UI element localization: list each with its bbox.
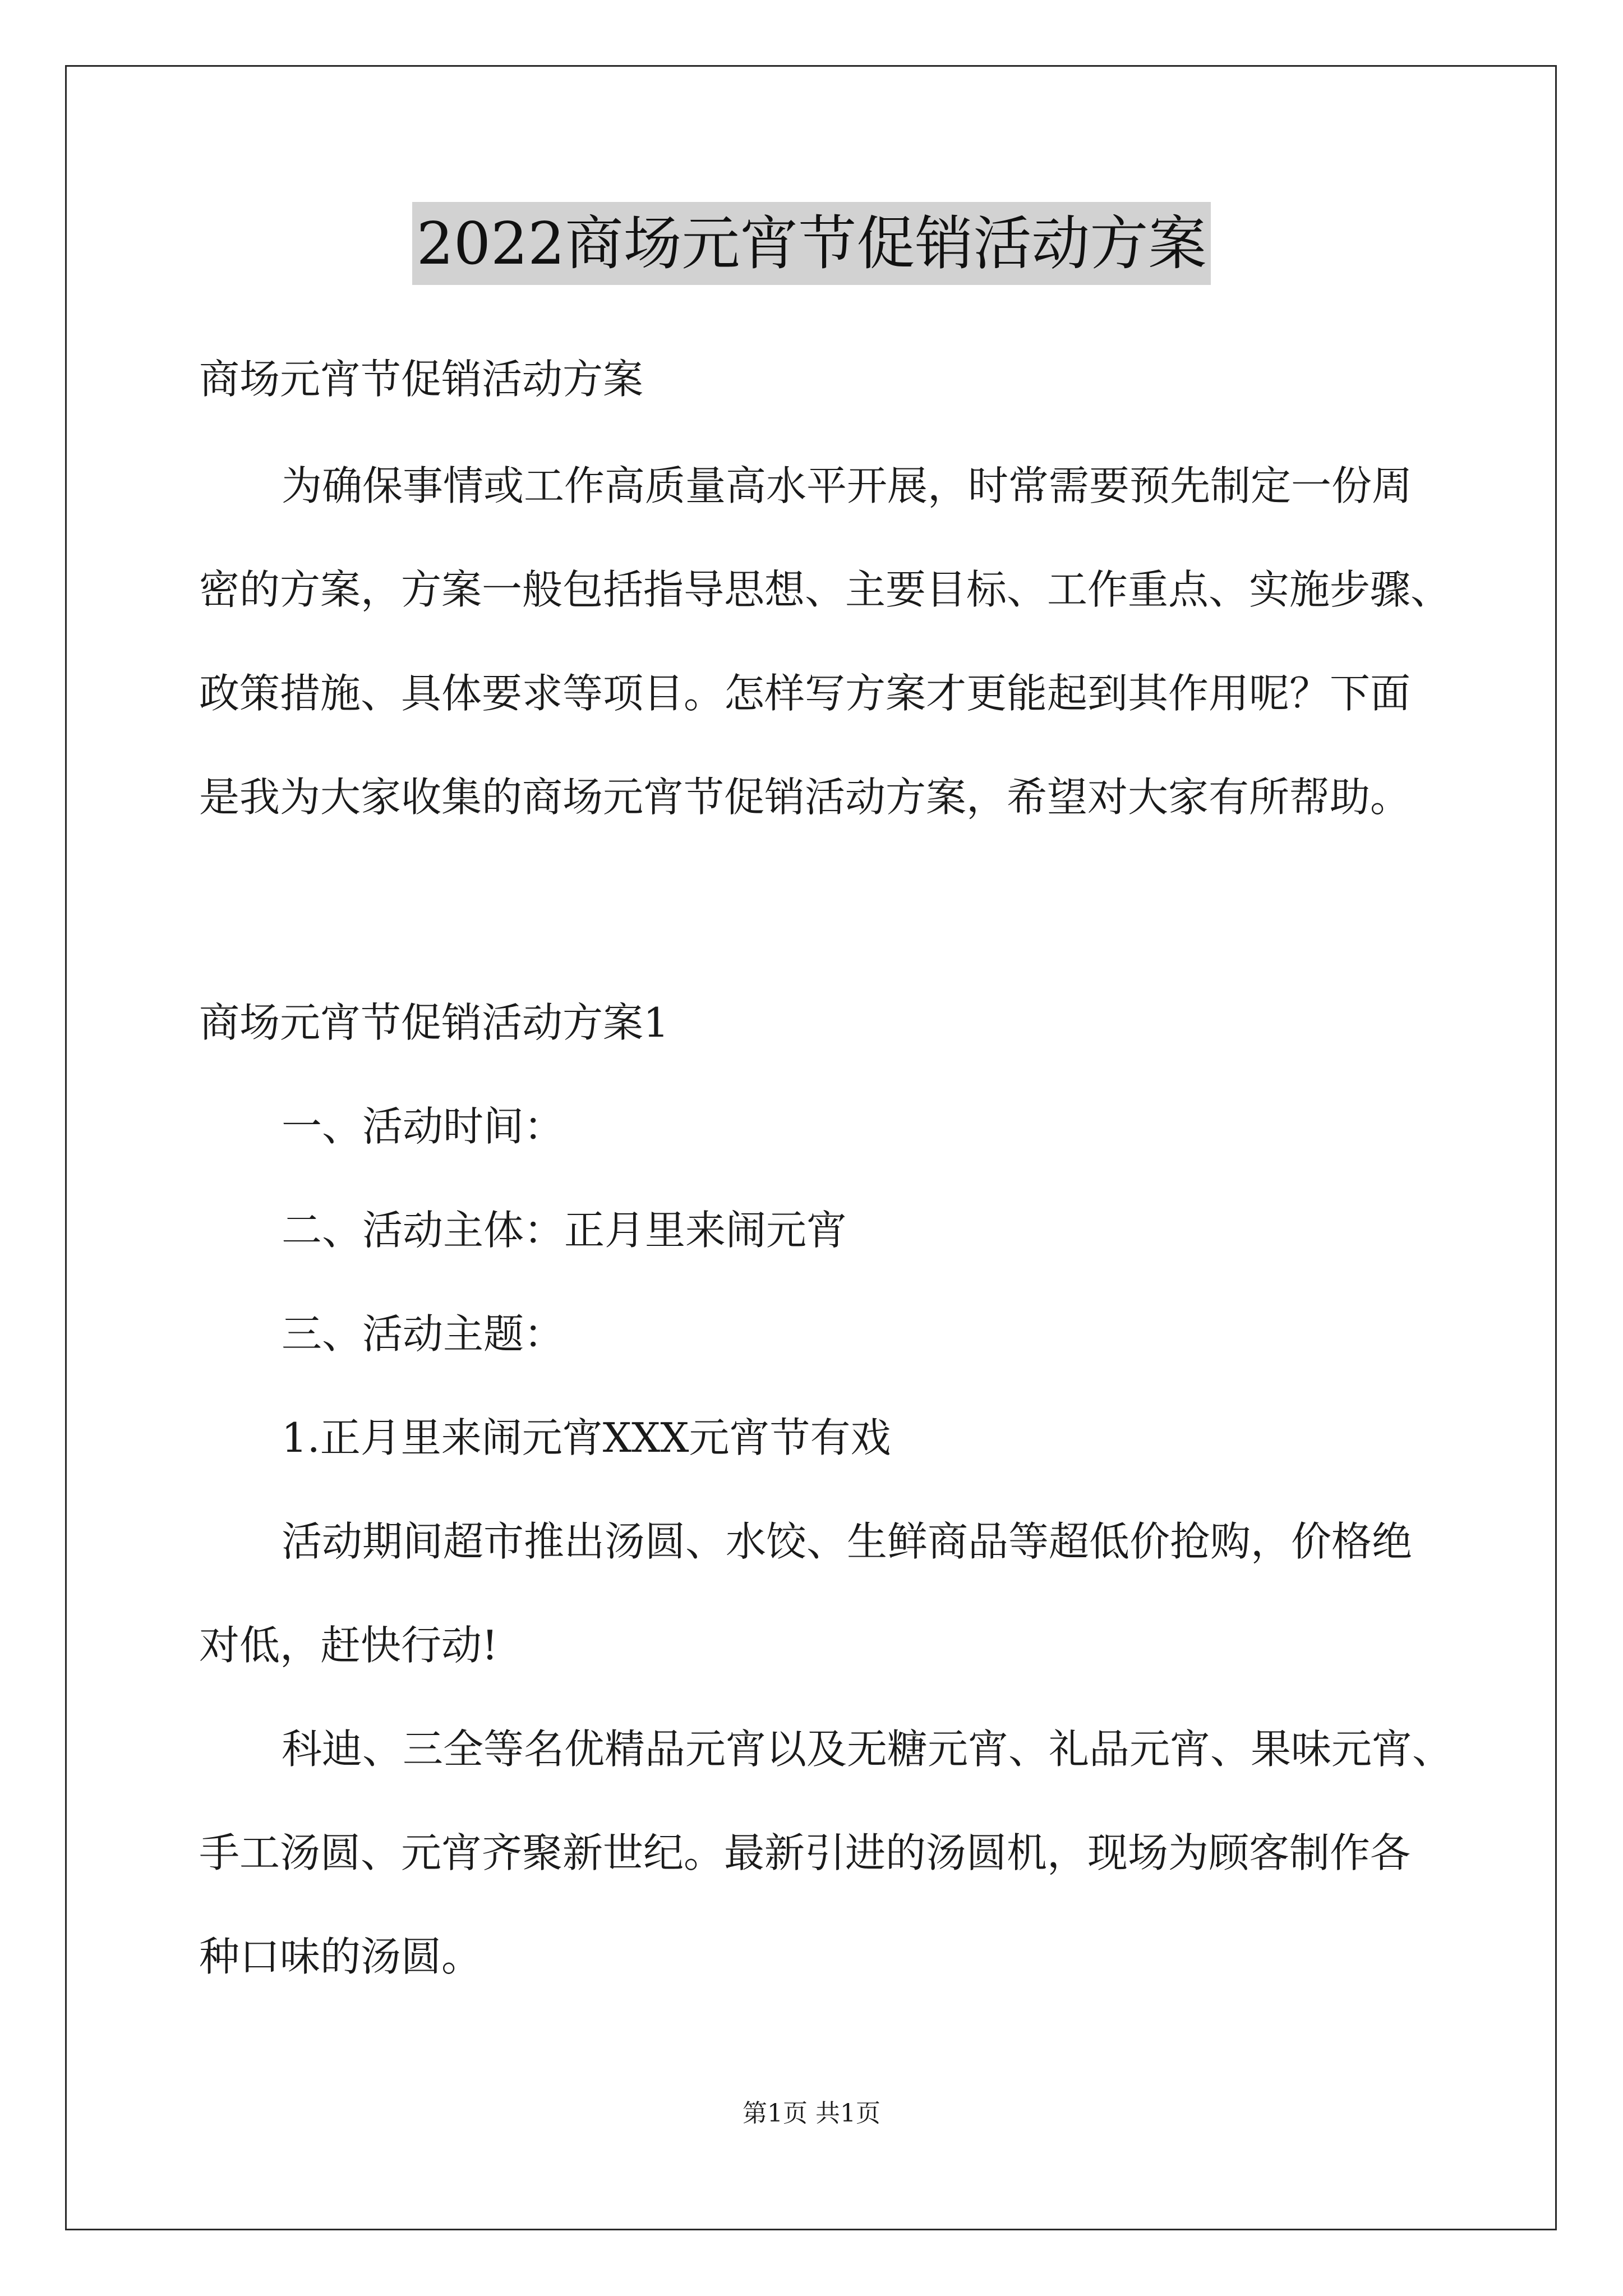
- document-subtitle: 商场元宵节促销活动方案: [199, 356, 644, 403]
- page-footer: 第1页 共1页: [743, 2099, 880, 2128]
- intro-line-2: 密的方案，方案一般包括指导思想、主要目标、工作重点、实施步骤、: [199, 566, 1451, 613]
- document-title: 2022商场元宵节促销活动方案: [412, 202, 1211, 285]
- intro-line-4: 是我为大家收集的商场元宵节促销活动方案，希望对大家有所帮助。: [199, 774, 1411, 821]
- para2-line-2: 手工汤圆、元宵齐聚新世纪。最新引进的汤圆机，现场为顾客制作各: [199, 1829, 1411, 1876]
- title-container: [0, 202, 1623, 285]
- item-activity-subject: 二、活动主体：正月里来闹元宵: [282, 1207, 847, 1254]
- para2-line-3: 种口味的汤圆。: [199, 1933, 482, 1980]
- para1-line-2: 对低，赶快行动!: [199, 1622, 498, 1669]
- item-activity-time: 一、活动时间：: [282, 1103, 565, 1150]
- item-theme-1: 1.正月里来闹元宵XXX元宵节有戏: [282, 1414, 891, 1461]
- intro-line-3: 政策措施、具体要求等项目。怎样写方案才更能起到其作用呢？下面: [199, 670, 1411, 717]
- item-activity-theme: 三、活动主题：: [282, 1310, 565, 1358]
- section-heading: 商场元宵节促销活动方案1: [199, 999, 669, 1046]
- intro-line-1: 为确保事情或工作高质量高水平开展，时常需要预先制定一份周: [282, 462, 1413, 509]
- para2-line-1: 科迪、三全等名优精品元宵以及无糖元宵、礼品元宵、果味元宵、: [282, 1726, 1453, 1773]
- para1-line-1: 活动期间超市推出汤圆、水饺、生鲜商品等超低价抢购，价格绝: [282, 1518, 1413, 1565]
